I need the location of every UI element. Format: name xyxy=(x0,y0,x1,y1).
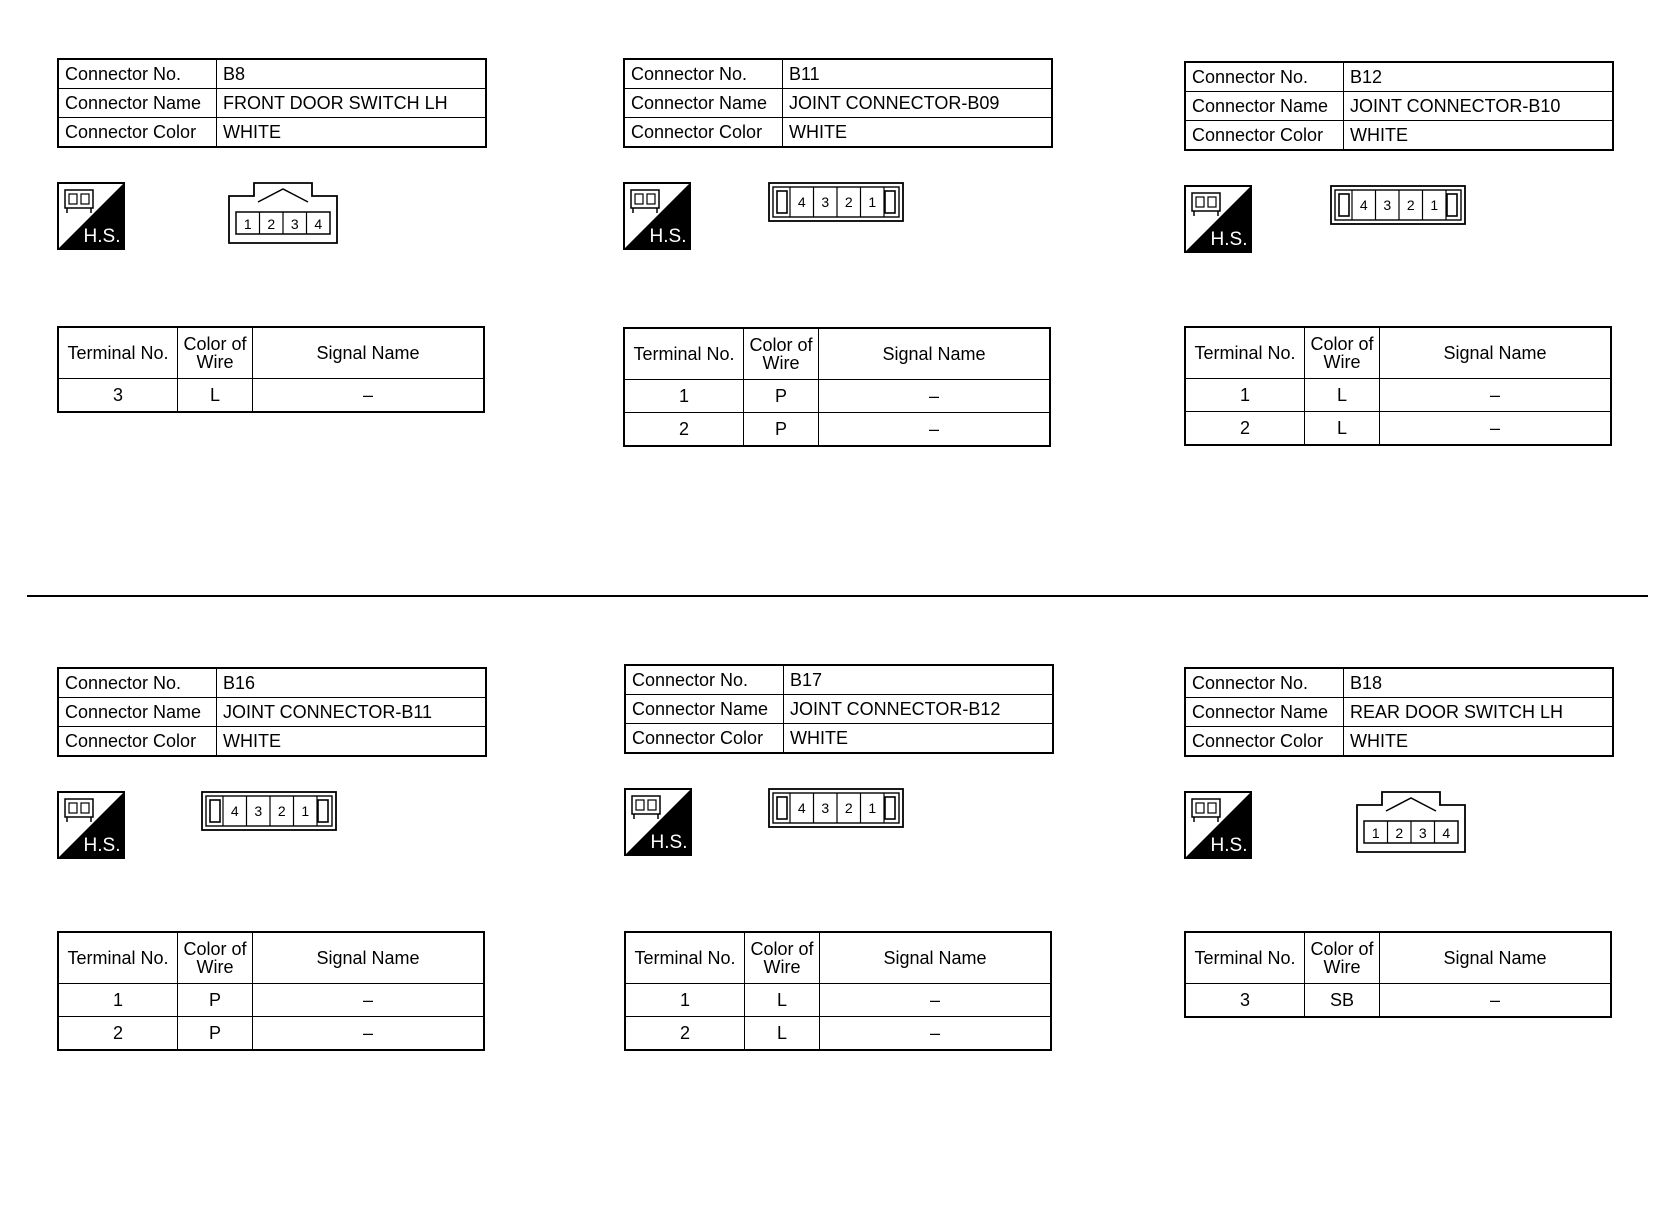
connector-face-diagram xyxy=(768,788,904,828)
connector-color-label: Connector Color xyxy=(58,727,217,757)
connector-name-label: Connector Name xyxy=(625,695,784,724)
wire-color-cell: L xyxy=(1305,412,1380,446)
terminal-section xyxy=(623,327,1053,447)
connector-name-value: JOINT CONNECTOR-B11 xyxy=(217,698,487,727)
color-of-label: Color of xyxy=(1310,939,1374,959)
hs-label: H.S. xyxy=(649,226,687,247)
pin-label: 1 xyxy=(301,803,310,819)
connector-no-value: B16 xyxy=(217,668,487,698)
table-row xyxy=(58,1017,484,1051)
connector-name-label: Connector Name xyxy=(58,89,217,118)
connector-no-label: Connector No. xyxy=(1185,62,1344,92)
terminal-no-cell: 1 xyxy=(625,984,745,1017)
wire-label: Wire xyxy=(1323,957,1361,977)
wire-color-cell: L xyxy=(178,379,253,413)
connector-face-diagram xyxy=(768,182,904,222)
connector-color-label: Connector Color xyxy=(625,724,784,754)
connector-info xyxy=(1184,667,1614,757)
terminal-header-row xyxy=(58,932,484,984)
section-divider xyxy=(27,595,1648,597)
connector-info-table xyxy=(1184,667,1614,757)
terminal-no-cell: 1 xyxy=(1185,379,1305,412)
connector-name-row xyxy=(58,89,486,118)
hs-harness-side-icon xyxy=(1184,791,1252,859)
connector-no-value: B17 xyxy=(784,665,1054,695)
connector-color-row xyxy=(58,727,486,757)
signal-name-cell: – xyxy=(820,984,1052,1017)
connector-no-label: Connector No. xyxy=(1185,668,1344,698)
wire-color-cell: P xyxy=(178,1017,253,1051)
terminal-table xyxy=(57,931,485,1051)
terminal-section xyxy=(57,326,487,413)
table-row xyxy=(1185,984,1611,1018)
terminal-section xyxy=(1184,326,1614,446)
connector-face-diagram xyxy=(1330,185,1466,225)
hs-label: H.S. xyxy=(1210,835,1248,856)
terminal-no-cell: 3 xyxy=(1185,984,1305,1018)
connector-info xyxy=(623,58,1053,148)
hs-label: H.S. xyxy=(650,832,688,853)
terminal-table xyxy=(57,326,485,413)
connector-name-row xyxy=(1185,92,1613,121)
pin-label: 2 xyxy=(1406,197,1415,213)
wire-color-cell: SB xyxy=(1305,984,1380,1018)
pin-label: 4 xyxy=(314,216,323,232)
connector-name-row xyxy=(1185,698,1613,727)
pin-label: 4 xyxy=(230,803,239,819)
hs-label: H.S. xyxy=(83,835,121,856)
terminal-no-header: Terminal No. xyxy=(58,327,178,379)
connector-no-row xyxy=(625,665,1053,695)
table-row xyxy=(624,413,1050,447)
connector-info-table xyxy=(57,667,487,757)
signal-name-header: Signal Name xyxy=(1380,327,1612,379)
table-row xyxy=(1185,412,1611,446)
terminal-section xyxy=(624,931,1054,1051)
connector-color-value: WHITE xyxy=(217,727,487,757)
signal-name-header: Signal Name xyxy=(1380,932,1612,984)
pin-label: 4 xyxy=(1359,197,1368,213)
pin-label: 3 xyxy=(821,800,830,816)
terminal-no-header: Terminal No. xyxy=(624,328,744,380)
color-of-wire-header xyxy=(178,932,253,984)
pin-label: 4 xyxy=(1442,825,1451,841)
table-row xyxy=(58,379,484,413)
connector-info xyxy=(1184,61,1614,151)
pin-label: 2 xyxy=(844,800,853,816)
connector-color-value: WHITE xyxy=(783,118,1053,148)
wire-label: Wire xyxy=(196,957,234,977)
pin-label: 2 xyxy=(844,194,853,210)
pin-label: 4 xyxy=(797,194,806,210)
connector-color-value: WHITE xyxy=(784,724,1054,754)
terminal-header-row xyxy=(1185,327,1611,379)
connector-no-row xyxy=(58,668,486,698)
connector-info-table xyxy=(57,58,487,148)
pin-label: 4 xyxy=(797,800,806,816)
connector-color-value: WHITE xyxy=(1344,121,1614,151)
connector-color-row xyxy=(1185,727,1613,757)
color-of-wire-header xyxy=(745,932,820,984)
connector-no-value: B8 xyxy=(217,59,487,89)
signal-name-cell: – xyxy=(819,380,1051,413)
connector-color-label: Connector Color xyxy=(58,118,217,148)
terminal-table xyxy=(1184,931,1612,1018)
connector-name-row xyxy=(625,695,1053,724)
signal-name-cell: – xyxy=(820,1017,1052,1051)
terminal-no-cell: 2 xyxy=(625,1017,745,1051)
connector-name-label: Connector Name xyxy=(1185,92,1344,121)
connector-color-row xyxy=(58,118,486,148)
connector-color-label: Connector Color xyxy=(1185,121,1344,151)
color-of-wire-header xyxy=(744,328,819,380)
connector-color-row xyxy=(1185,121,1613,151)
connector-name-value: REAR DOOR SWITCH LH xyxy=(1344,698,1614,727)
pin-label: 1 xyxy=(1430,197,1439,213)
terminal-header-row xyxy=(58,327,484,379)
connector-info-table xyxy=(624,664,1054,754)
connector-info xyxy=(624,664,1054,754)
terminal-no-cell: 1 xyxy=(58,984,178,1017)
table-row xyxy=(625,1017,1051,1051)
signal-name-header: Signal Name xyxy=(253,932,485,984)
color-of-label: Color of xyxy=(750,939,814,959)
terminal-table xyxy=(623,327,1051,447)
signal-name-cell: – xyxy=(1380,412,1612,446)
connector-no-label: Connector No. xyxy=(624,59,783,89)
connector-name-label: Connector Name xyxy=(58,698,217,727)
connector-no-value: B12 xyxy=(1344,62,1614,92)
terminal-no-cell: 3 xyxy=(58,379,178,413)
signal-name-cell: – xyxy=(1380,984,1612,1018)
terminal-header-row xyxy=(1185,932,1611,984)
wire-color-cell: P xyxy=(744,380,819,413)
signal-name-header: Signal Name xyxy=(820,932,1052,984)
pin-label: 3 xyxy=(1418,825,1427,841)
connector-color-label: Connector Color xyxy=(624,118,783,148)
connector-color-row xyxy=(624,118,1052,148)
wire-color-cell: L xyxy=(745,984,820,1017)
signal-name-cell: – xyxy=(1380,379,1612,412)
pin-label: 1 xyxy=(1371,825,1380,841)
color-of-wire-header xyxy=(1305,327,1380,379)
connector-face-diagram xyxy=(201,791,337,831)
signal-name-cell: – xyxy=(819,413,1051,447)
signal-name-cell: – xyxy=(253,984,485,1017)
pin-label: 3 xyxy=(290,216,299,232)
connector-name-value: JOINT CONNECTOR-B10 xyxy=(1344,92,1614,121)
terminal-no-header: Terminal No. xyxy=(625,932,745,984)
connector-color-value: WHITE xyxy=(217,118,487,148)
wire-color-cell: L xyxy=(1305,379,1380,412)
pin-label: 3 xyxy=(254,803,263,819)
color-of-label: Color of xyxy=(183,939,247,959)
wire-label: Wire xyxy=(1323,352,1361,372)
wire-label: Wire xyxy=(763,957,801,977)
signal-name-header: Signal Name xyxy=(253,327,485,379)
terminal-no-header: Terminal No. xyxy=(1185,932,1305,984)
connector-no-row xyxy=(1185,62,1613,92)
color-of-label: Color of xyxy=(749,335,813,355)
terminal-no-header: Terminal No. xyxy=(1185,327,1305,379)
connector-name-row xyxy=(58,698,486,727)
pin-label: 1 xyxy=(868,194,877,210)
connector-no-value: B18 xyxy=(1344,668,1614,698)
hs-harness-side-icon xyxy=(1184,185,1252,253)
terminal-header-row xyxy=(624,328,1050,380)
pin-label: 2 xyxy=(267,216,276,232)
terminal-section xyxy=(57,931,487,1051)
terminal-no-cell: 2 xyxy=(1185,412,1305,446)
color-of-wire-header xyxy=(1305,932,1380,984)
terminal-table xyxy=(624,931,1052,1051)
terminal-no-header: Terminal No. xyxy=(58,932,178,984)
hs-harness-side-icon xyxy=(57,791,125,859)
terminal-no-cell: 1 xyxy=(624,380,744,413)
pin-label: 3 xyxy=(821,194,830,210)
hs-label: H.S. xyxy=(83,226,121,247)
connector-info xyxy=(57,58,487,148)
connector-name-label: Connector Name xyxy=(1185,698,1344,727)
signal-name-header: Signal Name xyxy=(819,328,1051,380)
connector-name-value: FRONT DOOR SWITCH LH xyxy=(217,89,487,118)
wire-label: Wire xyxy=(762,353,800,373)
connector-color-label: Connector Color xyxy=(1185,727,1344,757)
hs-label: H.S. xyxy=(1210,229,1248,250)
signal-name-cell: – xyxy=(253,379,485,413)
connector-name-label: Connector Name xyxy=(624,89,783,118)
wire-label: Wire xyxy=(196,352,234,372)
pin-label: 1 xyxy=(868,800,877,816)
hs-harness-side-icon xyxy=(624,788,692,856)
hs-harness-side-icon xyxy=(57,182,125,250)
pin-label: 3 xyxy=(1383,197,1392,213)
connector-face-diagram xyxy=(1356,791,1466,853)
connector-info-table xyxy=(623,58,1053,148)
terminal-header-row xyxy=(625,932,1051,984)
connector-no-row xyxy=(1185,668,1613,698)
connector-color-value: WHITE xyxy=(1344,727,1614,757)
color-of-wire-header xyxy=(178,327,253,379)
connector-color-row xyxy=(625,724,1053,754)
color-of-label: Color of xyxy=(183,334,247,354)
terminal-table xyxy=(1184,326,1612,446)
connector-no-row xyxy=(624,59,1052,89)
connector-no-label: Connector No. xyxy=(625,665,784,695)
connector-name-value: JOINT CONNECTOR-B12 xyxy=(784,695,1054,724)
wire-color-cell: P xyxy=(744,413,819,447)
signal-name-cell: – xyxy=(253,1017,485,1051)
pin-label: 2 xyxy=(277,803,286,819)
connector-name-row xyxy=(624,89,1052,118)
connector-no-label: Connector No. xyxy=(58,668,217,698)
hs-harness-side-icon xyxy=(623,182,691,250)
color-of-label: Color of xyxy=(1310,334,1374,354)
pin-label: 1 xyxy=(243,216,252,232)
table-row xyxy=(624,380,1050,413)
connector-info-table xyxy=(1184,61,1614,151)
terminal-section xyxy=(1184,931,1614,1018)
wire-color-cell: P xyxy=(178,984,253,1017)
terminal-no-cell: 2 xyxy=(58,1017,178,1051)
table-row xyxy=(1185,379,1611,412)
pin-label: 2 xyxy=(1395,825,1404,841)
connector-info xyxy=(57,667,487,757)
connector-face-diagram xyxy=(228,182,338,244)
table-row xyxy=(625,984,1051,1017)
connector-name-value: JOINT CONNECTOR-B09 xyxy=(783,89,1053,118)
connector-no-value: B11 xyxy=(783,59,1053,89)
connector-no-label: Connector No. xyxy=(58,59,217,89)
terminal-no-cell: 2 xyxy=(624,413,744,447)
wire-color-cell: L xyxy=(745,1017,820,1051)
table-row xyxy=(58,984,484,1017)
connector-no-row xyxy=(58,59,486,89)
